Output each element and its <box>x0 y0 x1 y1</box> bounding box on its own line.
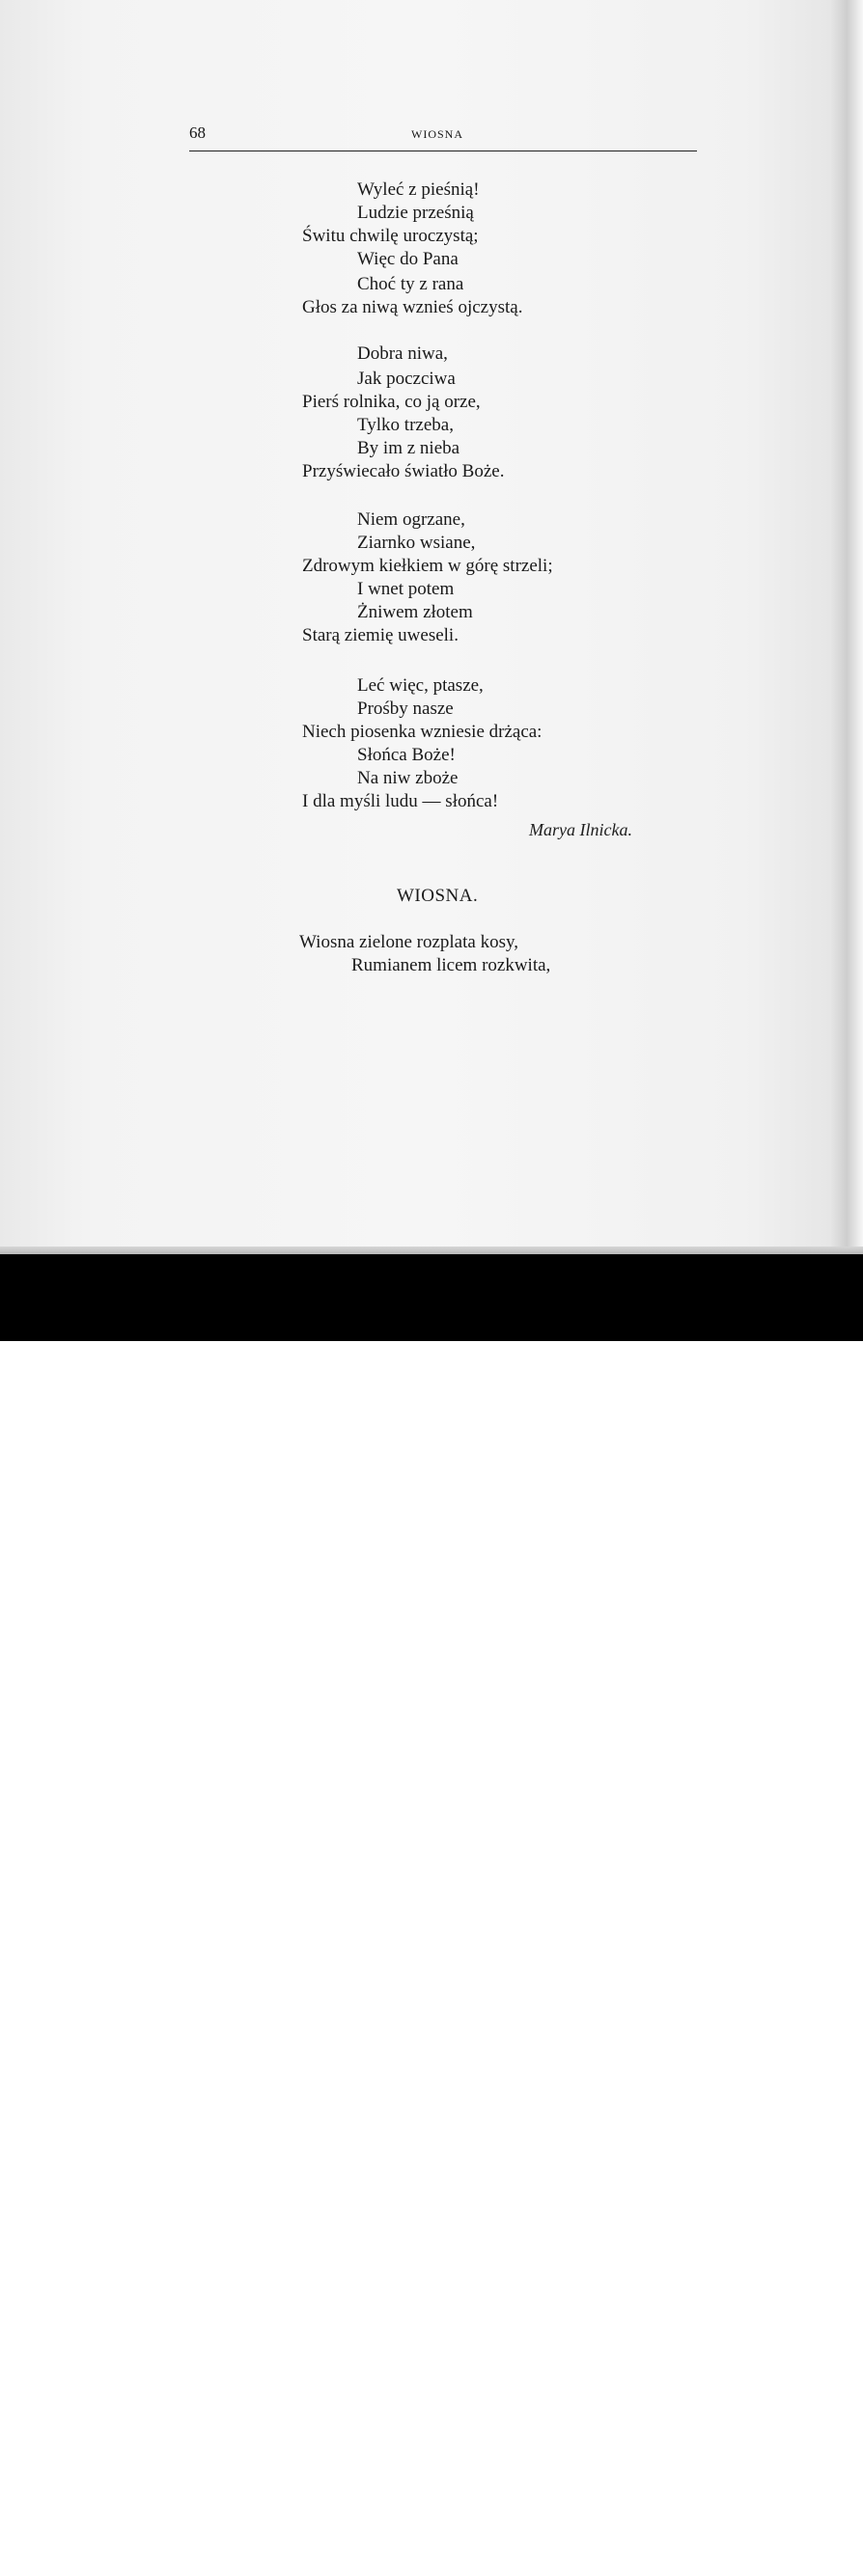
watermark-url: www.alamy.com <box>675 2557 824 2576</box>
poem-line: Pierś rolnika, co ją orze, <box>302 392 481 412</box>
author-signature: Marya Ilnicka. <box>529 820 632 839</box>
poem-line: Jak poczciwa <box>357 369 456 389</box>
poem-line: Leć więc, ptasze, <box>357 675 484 696</box>
alamy-logo: alamy <box>27 2524 171 2573</box>
page-bottom-shadow <box>0 1247 863 1254</box>
poem-line: Głos za niwą wznieś ojczystą. <box>302 297 523 317</box>
poem-line: Prośby nasze <box>357 699 454 719</box>
poem-line: Żniwem złotem <box>357 602 473 622</box>
poem-line: Niem ogrzane, <box>357 509 465 530</box>
book-page <box>0 0 848 1252</box>
poem-line: Niech piosenka wzniesie drżąca: <box>302 722 543 742</box>
poem-line: Starą ziemię uweseli. <box>302 625 459 645</box>
poem-line: Więc do Pana <box>357 249 459 269</box>
page-number: 68 <box>189 123 206 142</box>
poem-line: Tylko trzeba, <box>357 415 454 435</box>
poem-line: By im z nieba <box>357 438 460 458</box>
poem-line: Rumianem licem rozkwita, <box>351 955 551 975</box>
poem-line: Choć ty z rana <box>357 274 464 294</box>
image-id: J4WJW7 <box>748 2526 824 2546</box>
poem-line: Świtu chwilę uroczystą; <box>302 226 479 246</box>
poem-line: Dobra niwa, <box>357 343 448 364</box>
poem-line: Ludzie prześnią <box>357 203 474 223</box>
running-title: WIOSNA <box>411 127 463 141</box>
poem-line: I wnet potem <box>357 579 455 599</box>
poem-line: I dla myśli ludu — słońca! <box>302 791 499 811</box>
watermark-bar <box>0 1254 863 2576</box>
poem-line: Słońca Boże! <box>357 745 456 765</box>
poem-line: Ziarnko wsiane, <box>357 533 476 553</box>
page-edge <box>848 0 863 1252</box>
poem-line: Wyleć z pieśnią! <box>357 179 480 200</box>
poem-line: Przyświecało światło Boże. <box>302 461 505 481</box>
poem-title: WIOSNA. <box>397 886 479 906</box>
poem-line: Wiosna zielone rozplata kosy, <box>299 932 518 952</box>
poem-line: Zdrowym kiełkiem w górę strzeli; <box>302 556 553 576</box>
poem-line: Na niw zboże <box>357 768 459 788</box>
